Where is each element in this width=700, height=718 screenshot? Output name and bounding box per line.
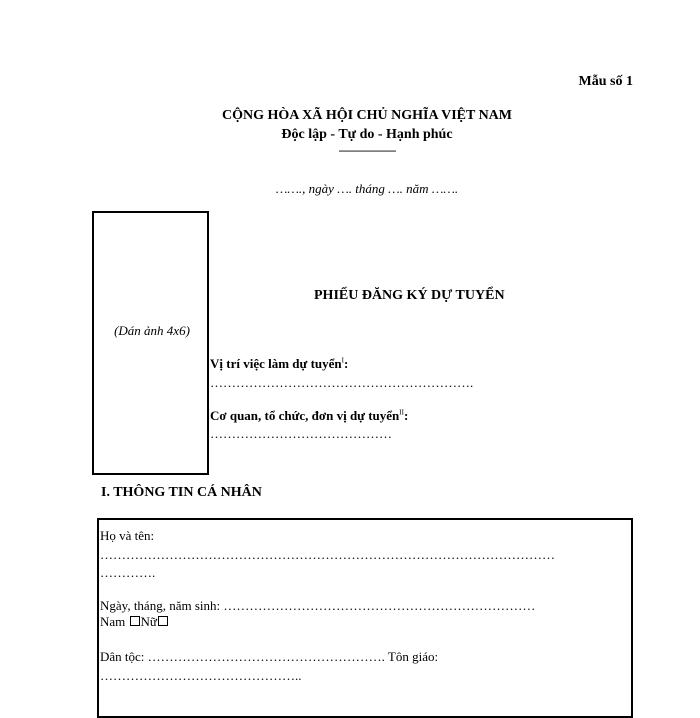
position-label: Vị trí việc làm dự tuyển$^I$:	[210, 356, 349, 371]
dob-row	[100, 598, 535, 614]
position-label-text: Vị trí việc làm dự tuyển	[210, 356, 342, 371]
gender-row	[100, 614, 169, 630]
org-note: II	[399, 408, 404, 417]
form-number: Mẫu số 1	[578, 74, 633, 89]
position-field[interactable]: …………………………………………………….	[210, 375, 474, 390]
photo-label: (Dán ảnh 4x6)	[114, 323, 190, 338]
dob-field[interactable]: ………………………………………………………………	[223, 598, 536, 613]
motto: Độc lập - Tự do - Hạnh phúc	[281, 127, 453, 142]
gender-male-label: Nam	[100, 614, 126, 629]
female-checkbox[interactable]	[158, 616, 168, 626]
org-label: Cơ quan, tổ chức, đơn vị dự tuyển$^{II}$:	[210, 408, 409, 423]
name-field[interactable]: ……………………………………………………………………………………………	[100, 547, 555, 562]
org-field[interactable]: ……………………………………	[210, 426, 392, 441]
photo-box	[92, 211, 209, 475]
religion-field[interactable]: ………………………………………..	[100, 668, 302, 683]
religion-label: Tôn giáo:	[387, 649, 439, 664]
male-checkbox[interactable]	[130, 616, 140, 626]
ethnic-label: Dân tộc:	[100, 649, 145, 664]
dob-label: Ngày, tháng, năm sinh:	[100, 598, 221, 613]
name-field-cont[interactable]: ………….	[100, 565, 156, 580]
position-note: I	[341, 356, 344, 365]
name-label: Họ và tên:	[100, 528, 155, 543]
section-title: I. THÔNG TIN CÁ NHÂN	[101, 485, 262, 500]
form-title: PHIẾU ĐĂNG KÝ DỰ TUYỂN	[314, 288, 505, 303]
gender-female-label: Nữ	[140, 614, 157, 629]
ethnic-field[interactable]: ……………………………………………….	[147, 649, 385, 664]
header-rule: -------------------	[338, 143, 396, 157]
date-line: ……., ngày …. tháng …. năm …….	[275, 181, 459, 196]
org-label-text: Cơ quan, tổ chức, đơn vị dự tuyển	[210, 408, 400, 423]
nation-title: CỘNG HÒA XÃ HỘI CHỦ NGHĨA VIỆT NAM	[221, 108, 512, 123]
ethnic-row	[100, 649, 438, 665]
